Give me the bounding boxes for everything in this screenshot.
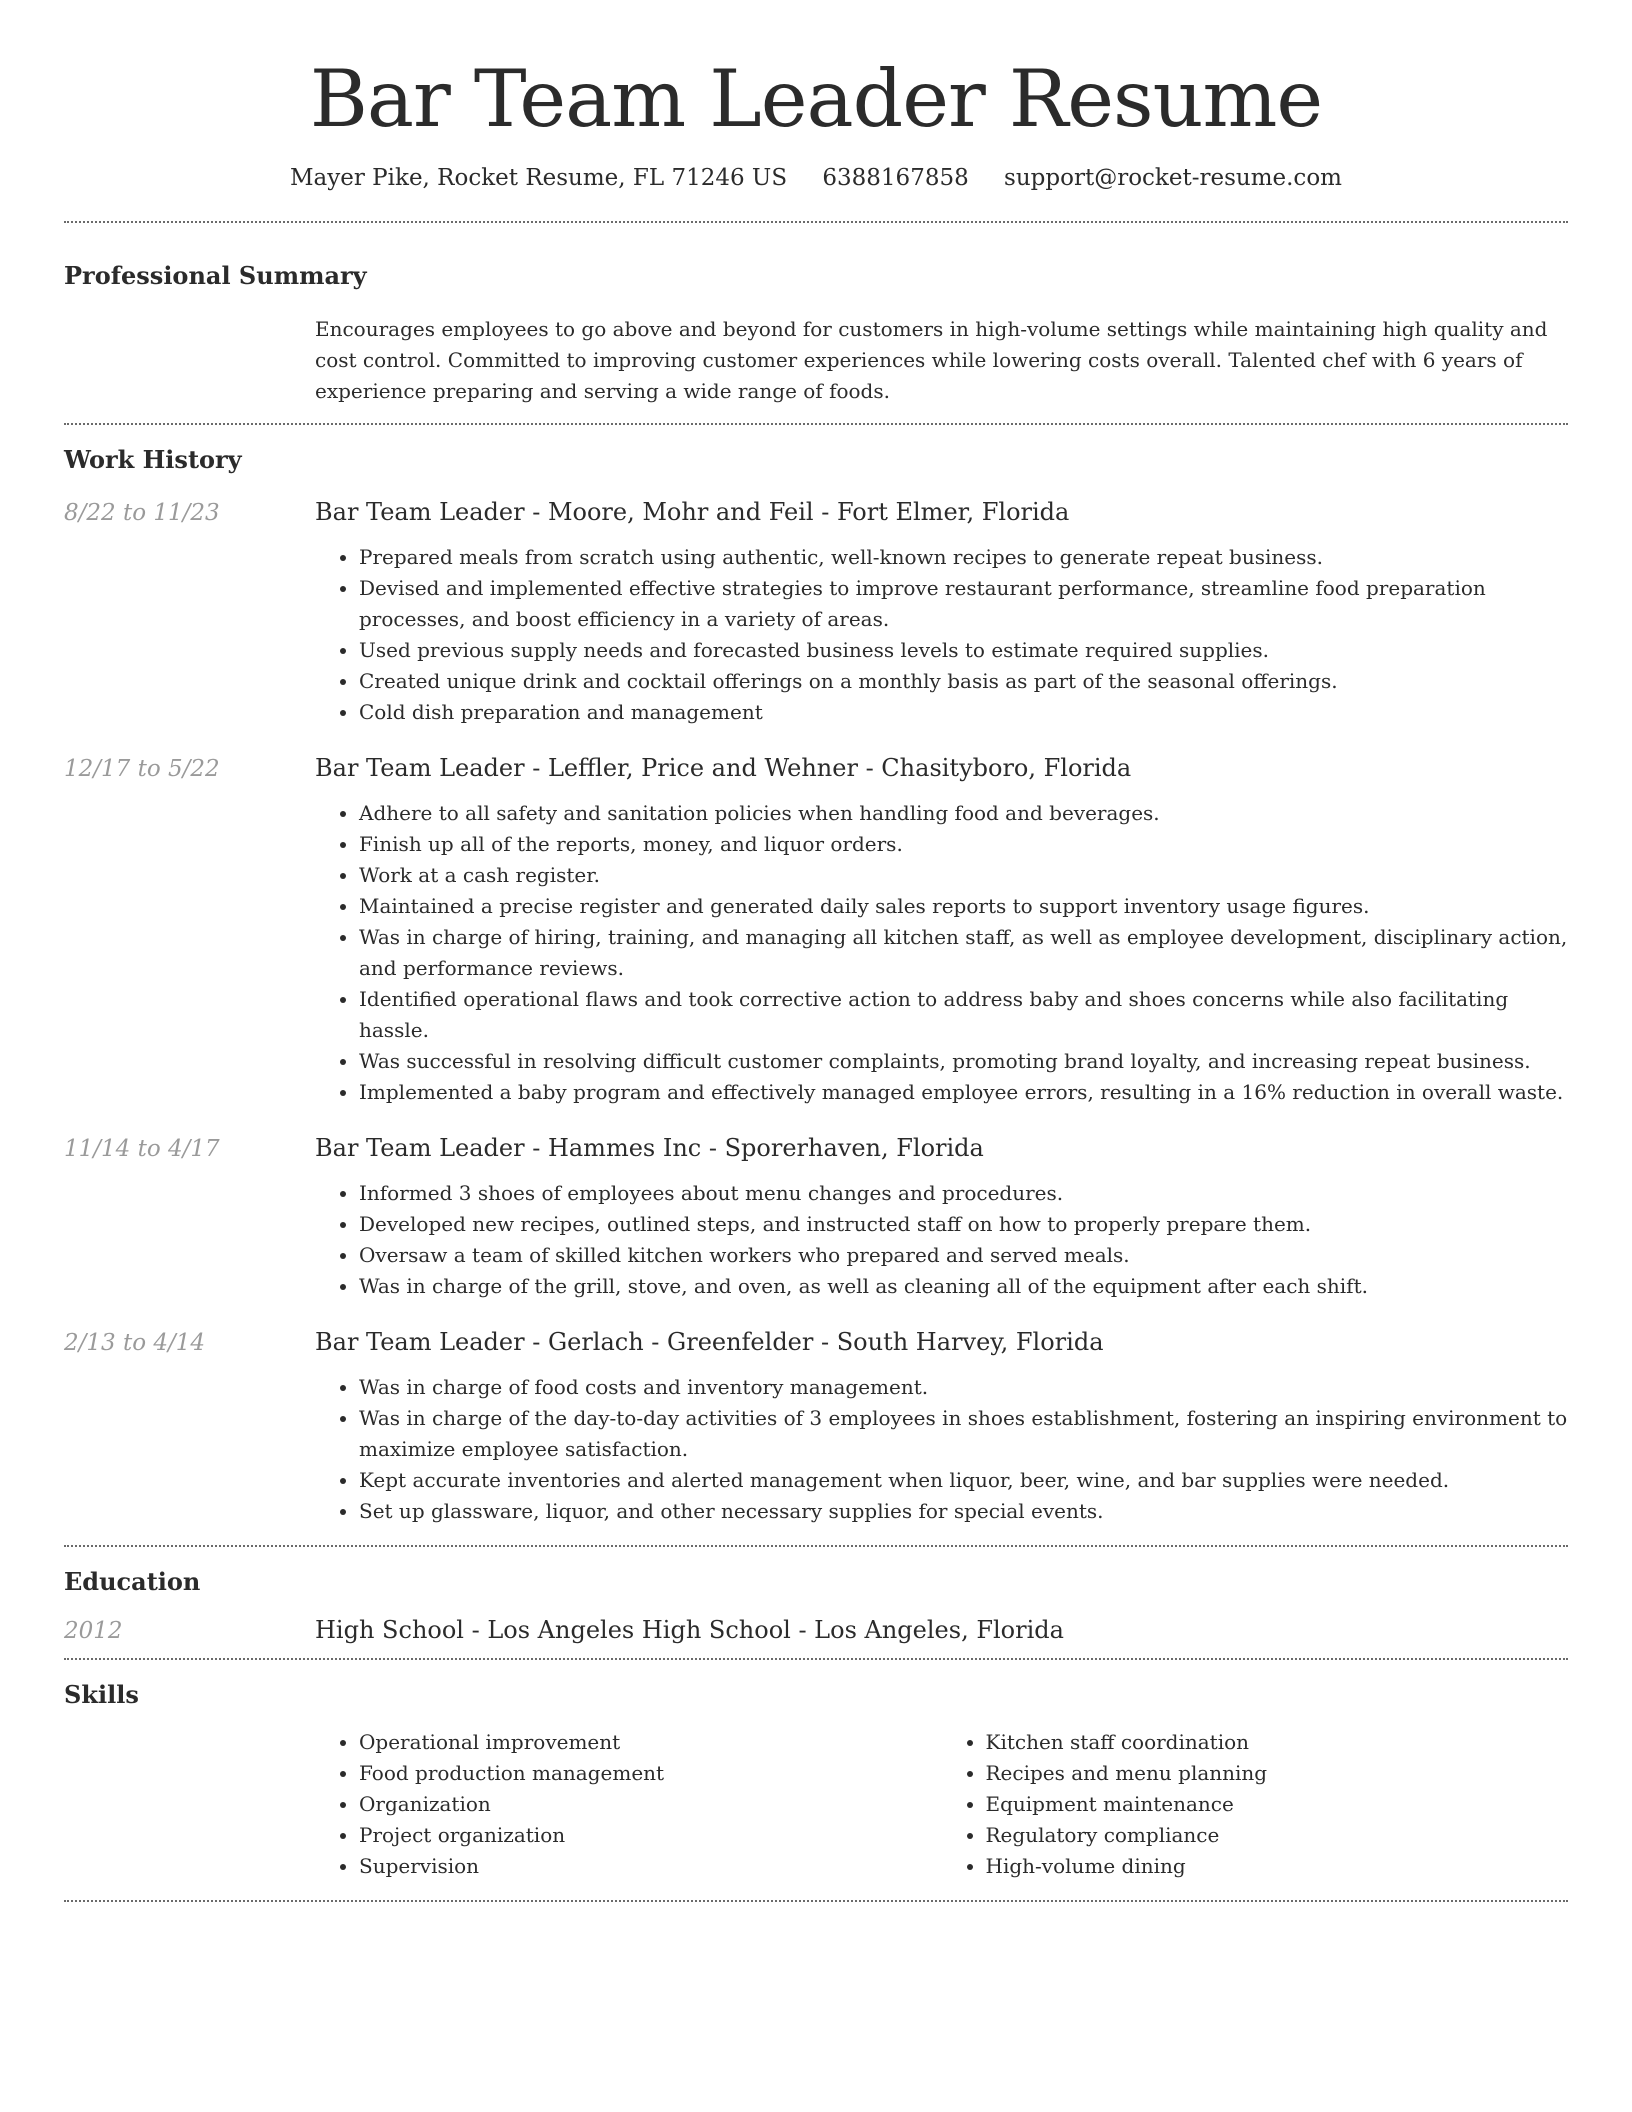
contact-phone: 6388167858	[822, 164, 969, 191]
skill-item: • Project organization	[359, 1820, 942, 1851]
job-bullet: • Identified operational flaws and took corrective action to address baby and shoes concerns while also facilitating hassle.	[359, 984, 1568, 1046]
job-dates: 8/22 to 11/23	[64, 499, 220, 526]
job-title: Bar Team Leader - Hammes Inc - Sporerhaven, Florida	[315, 1133, 984, 1162]
summary-text: Encourages employees to go above and beyond for customers in high-volume settings while maintaining high quality and cost control. Committed to improving customer experiences while lowering costs overall. Talented chef with 6 years of experience preparing and serving a wide range of foods.	[315, 316, 1548, 403]
education-entry	[64, 1616, 1568, 1658]
job-title: Bar Team Leader - Gerlach - Greenfelder - South Harvey, Florida	[315, 1327, 1104, 1356]
job-bullet: • Informed 3 shoes of employees about menu changes and procedures.	[359, 1178, 1568, 1209]
job-bullet: • Was in charge of hiring, training, and managing all kitchen staff, as well as employee development, disciplinary action, and performance reviews.	[359, 922, 1568, 984]
job-bullet: • Implemented a baby program and effectively managed employee errors, resulting in a 16% reduction in overall waste.	[359, 1077, 1568, 1108]
skill-item: • Food production management	[359, 1758, 942, 1789]
job-entry	[64, 754, 1568, 1108]
job-entry	[64, 498, 1568, 728]
education-heading: Education	[64, 1566, 201, 1596]
job-bullet: • Used previous supply needs and forecasted business levels to estimate required supplies.	[359, 635, 1568, 666]
job-bullet: • Prepared meals from scratch using authentic, well-known recipes to generate repeat business.	[359, 542, 1568, 573]
job-entry	[64, 1328, 1568, 1527]
job-bullet: • Finish up all of the reports, money, and liquor orders.	[359, 829, 1568, 860]
job-bullets	[315, 542, 1568, 728]
page-title: Bar Team Leader Resume	[309, 53, 1323, 145]
contact-line	[0, 165, 1632, 191]
job-bullet: • Created unique drink and cocktail offerings on a monthly basis as part of the seasonal offerings.	[359, 666, 1568, 697]
job-dates: 12/17 to 5/22	[64, 755, 220, 782]
skill-item: • Supervision	[359, 1851, 942, 1882]
job-dates: 11/14 to 4/17	[64, 1135, 220, 1162]
job-bullet: • Was successful in resolving difficult customer complaints, promoting brand loyalty, and increasing repeat business.	[359, 1046, 1568, 1077]
skill-item: • Regulatory compliance	[986, 1820, 1569, 1851]
skills-columns	[64, 1727, 1568, 1900]
job-bullet: • Devised and implemented effective strategies to improve restaurant performance, streamline food preparation processes, and boost efficiency in a variety of areas.	[359, 573, 1568, 635]
job-list	[64, 498, 1568, 1545]
skill-item: • Organization	[359, 1789, 942, 1820]
education-title: High School - Los Angeles High School - Los Angeles, Florida	[315, 1615, 1064, 1644]
job-bullet: • Was in charge of the day-to-day activities of 3 employees in shoes establishment, fostering an inspiring environment to maximize employee satisfaction.	[359, 1403, 1568, 1465]
section-divider	[64, 1900, 1568, 1902]
job-entry	[64, 1134, 1568, 1302]
job-bullet: • Maintained a precise register and generated daily sales reports to support inventory usage figures.	[359, 891, 1568, 922]
contact-address: Mayer Pike, Rocket Resume, FL 71246 US	[290, 164, 788, 191]
job-bullet: • Kept accurate inventories and alerted management when liquor, beer, wine, and bar supplies were needed.	[359, 1465, 1568, 1496]
education-year: 2012	[64, 1617, 123, 1644]
job-bullet: • Oversaw a team of skilled kitchen workers who prepared and served meals.	[359, 1240, 1568, 1271]
job-bullets	[315, 1372, 1568, 1527]
job-dates: 2/13 to 4/14	[64, 1329, 206, 1356]
skill-item: • Operational improvement	[359, 1727, 942, 1758]
work-history-heading: Work History	[64, 444, 242, 474]
skills-list-right	[942, 1727, 1569, 1882]
job-bullet: • Was in charge of the grill, stove, and oven, as well as cleaning all of the equipment after each shift.	[359, 1271, 1568, 1302]
job-bullet: • Was in charge of food costs and inventory management.	[359, 1372, 1568, 1403]
skills-heading: Skills	[64, 1679, 139, 1709]
job-title: Bar Team Leader - Leffler, Price and Wehner - Chasityboro, Florida	[315, 753, 1132, 782]
summary-section	[0, 223, 1632, 423]
resume-header	[0, 0, 1632, 191]
job-bullet: • Work at a cash register.	[359, 860, 1568, 891]
work-history-section	[0, 425, 1632, 1545]
education-section	[0, 1547, 1632, 1658]
skill-item: • Recipes and menu planning	[986, 1758, 1569, 1789]
job-title: Bar Team Leader - Moore, Mohr and Feil - Fort Elmer, Florida	[315, 497, 1070, 526]
job-bullet: • Cold dish preparation and management	[359, 697, 1568, 728]
job-bullets	[315, 1178, 1568, 1302]
job-bullet: • Adhere to all safety and sanitation policies when handling food and beverages.	[359, 798, 1568, 829]
job-bullet: • Developed new recipes, outlined steps, and instructed staff on how to properly prepare them.	[359, 1209, 1568, 1240]
summary-heading: Professional Summary	[64, 260, 367, 290]
job-bullets	[315, 798, 1568, 1108]
skill-item: • High-volume dining	[986, 1851, 1569, 1882]
skills-section	[0, 1660, 1632, 1900]
job-bullet: • Set up glassware, liquor, and other necessary supplies for special events.	[359, 1496, 1568, 1527]
skill-item: • Equipment maintenance	[986, 1789, 1569, 1820]
skill-item: • Kitchen staff coordination	[986, 1727, 1569, 1758]
skills-list-left	[315, 1727, 942, 1882]
contact-email: support@rocket-resume.com	[1004, 164, 1342, 191]
